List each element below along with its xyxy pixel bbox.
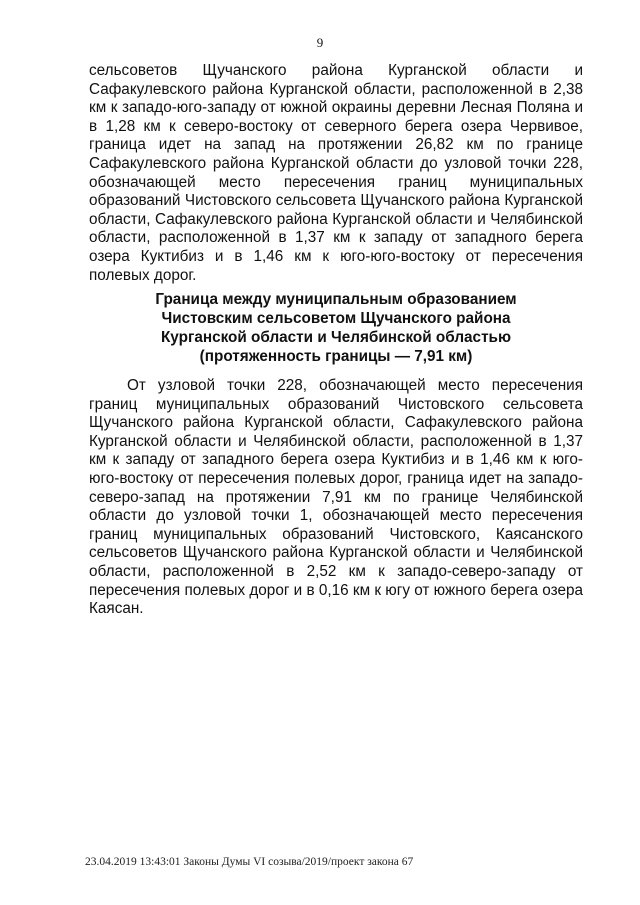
- heading-line-4: (протяженность границы — 7,91 км): [199, 348, 473, 365]
- heading-line-3: Курганской области и Челябинской областью: [160, 329, 512, 346]
- footer-stamp: 23.04.2019 13:43:01 Законы Думы VI созыва/2019/проект закона 67: [85, 856, 414, 868]
- heading-line-2: Чистовским сельсоветом Щучанского района: [161, 310, 511, 327]
- heading-line-1: Граница между муниципальным образованием: [155, 291, 517, 308]
- page-number: 9: [316, 35, 324, 50]
- paragraph-2: От узловой точки 228, обозначающей место пересечения границ муниципальных образований Чистовского сельсовета Щучанского района Курганской области, Сафакулевского района Курганской области и Челябинской области, расположенной в 1,37 км к западу от западного берега озера Куктибиз и в 1,46 км к юго-юго-востоку от пересечения полевых дорог, граница идет на западо-северо-запад на протяжении 7,91 км по границе Челябинской области до узловой точки 1, обозначающей место пересечения границ муниципальных образований Чистовского, Каясанского сельсоветов Щучанского района Курганской области и Челябинской области, расположенной в 2,52 км к западо-северо-западу от пересечения полевых дорог и в 0,16 км к югу от южного берега озера Каясан.: [89, 377, 583, 618]
- section-heading: [89, 290, 583, 366]
- paragraph-1: сельсоветов Щучанского района Курганской области и Сафакулевского района Курганской области, расположенной в 2,38 км к западо-юго-западу от южной окраины деревни Лесная Поляна и в 1,28 км к северо-востоку от северного берега озера Червивое, граница идет на запад на протяжении 26,82 км по границе Сафакулевского района Курганской области до узловой точки 228, обозначающей место пересечения границ муниципальных образований Чистовского сельсовета Щучанского района Курганской области, Сафакулевского района Курганской области и Челябинской области, расположенной в 1,37 км к западу от западного берега озера Куктибиз и в 1,46 км к юго-юго-востоку от пересечения полевых дорог.: [89, 62, 583, 284]
